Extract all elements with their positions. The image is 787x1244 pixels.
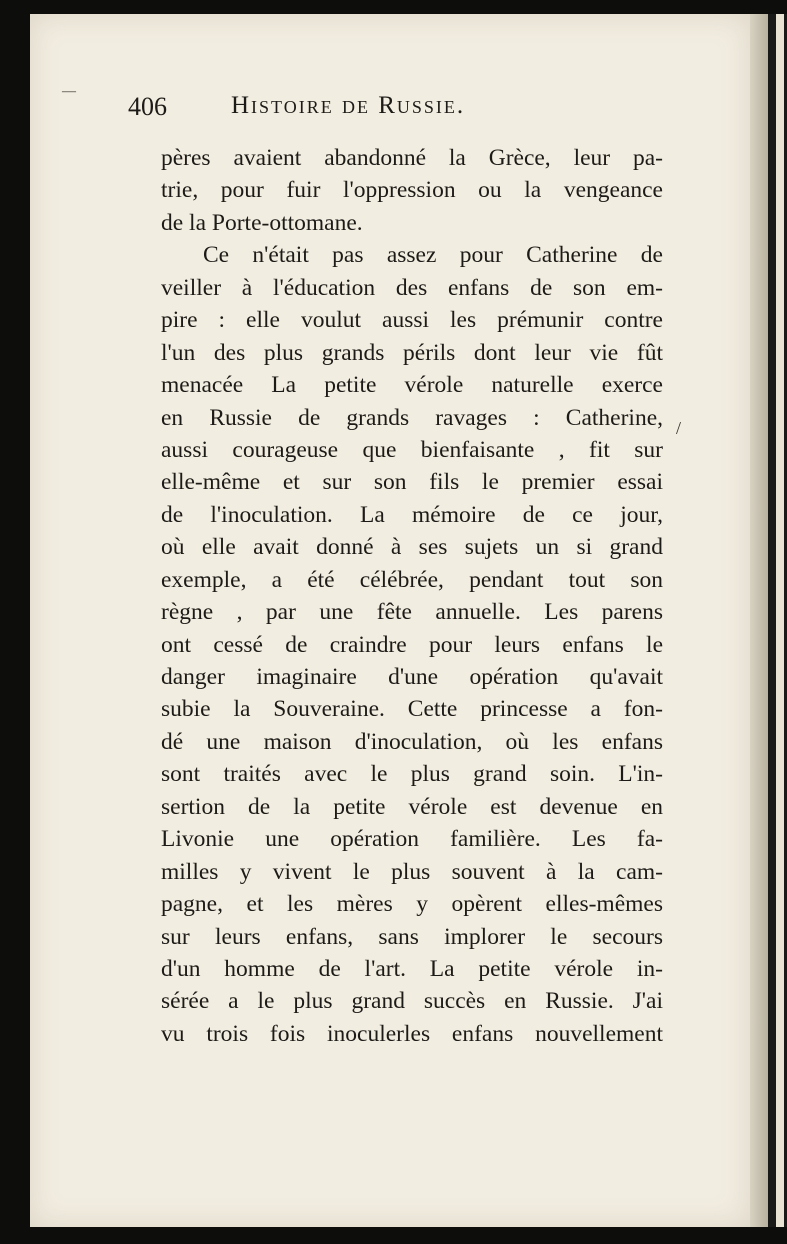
text-line: en Russie de grands ravages : Catherine, xyxy=(161,404,663,431)
text-line: Livonie une opération familière. Les fa- xyxy=(161,826,663,853)
text-line: pire : elle voulut aussi les prémunir contre xyxy=(161,307,663,334)
stray-pencil-mark: / xyxy=(676,418,682,438)
text-line: vu trois fois inoculerles enfans nouvellement xyxy=(161,1020,663,1047)
page-gutter xyxy=(750,14,768,1227)
paragraph-1 xyxy=(161,142,663,239)
paragraph-2 xyxy=(161,239,663,1050)
text-line: subie la Souveraine. Cette princesse a fon- xyxy=(161,696,663,723)
text-line: sertion de la petite vérole est devenue en xyxy=(161,793,663,820)
text-line: pères avaient abandonné la Grèce, leur pa- xyxy=(161,145,663,171)
text-line: ont cessé de craindre pour leurs enfans le xyxy=(161,631,663,658)
text-line: de la Porte-ottomane. xyxy=(161,209,363,236)
stray-dash-mark: — xyxy=(62,84,76,99)
text-line: pagne, et les mères y opèrent elles-mêmes xyxy=(161,891,663,918)
text-line: où elle avait donné à ses sujets un si grand xyxy=(161,534,663,561)
text-line: trie, pour fuir l'oppression ou la vengeance xyxy=(161,177,663,204)
text-line: veiller à l'éducation des enfans de son em- xyxy=(161,274,663,301)
text-line: dé une maison d'inoculation, où les enfans xyxy=(161,728,663,755)
text-line: l'un des plus grands périls dont leur vie fût xyxy=(161,339,663,366)
text-line: danger imaginaire d'une opération qu'avait xyxy=(161,664,663,690)
text-line: sérée a le plus grand succès en Russie. J'ai xyxy=(161,988,663,1015)
text-line: règne , par une fête annuelle. Les parens xyxy=(161,599,663,626)
text-line: menacée La petite vérole naturelle exerce xyxy=(161,372,663,399)
text-line: exemple, a été célébrée, pendant tout son xyxy=(161,566,663,593)
text-line: de l'inoculation. La mémoire de ce jour, xyxy=(161,501,663,528)
running-title: Histoire de Russie. xyxy=(231,92,466,119)
facing-page-paper xyxy=(776,14,784,1227)
text-line: Ce n'était pas assez pour Catherine de xyxy=(203,242,663,269)
text-line: d'un homme de l'art. La petite vérole in- xyxy=(161,955,663,982)
text-line: sur leurs enfans, sans implorer le secours xyxy=(161,923,663,950)
body-text xyxy=(161,142,663,1050)
text-line: milles y vivent le plus souvent à la cam- xyxy=(161,858,663,885)
text-line: elle-même et sur son fils le premier essai xyxy=(161,469,663,496)
page-number: 406 xyxy=(128,92,167,121)
running-head xyxy=(128,92,658,128)
text-line: aussi courageuse que bienfaisante , fit sur xyxy=(161,436,663,463)
text-line: sont traités avec le plus grand soin. L'in- xyxy=(161,761,663,788)
